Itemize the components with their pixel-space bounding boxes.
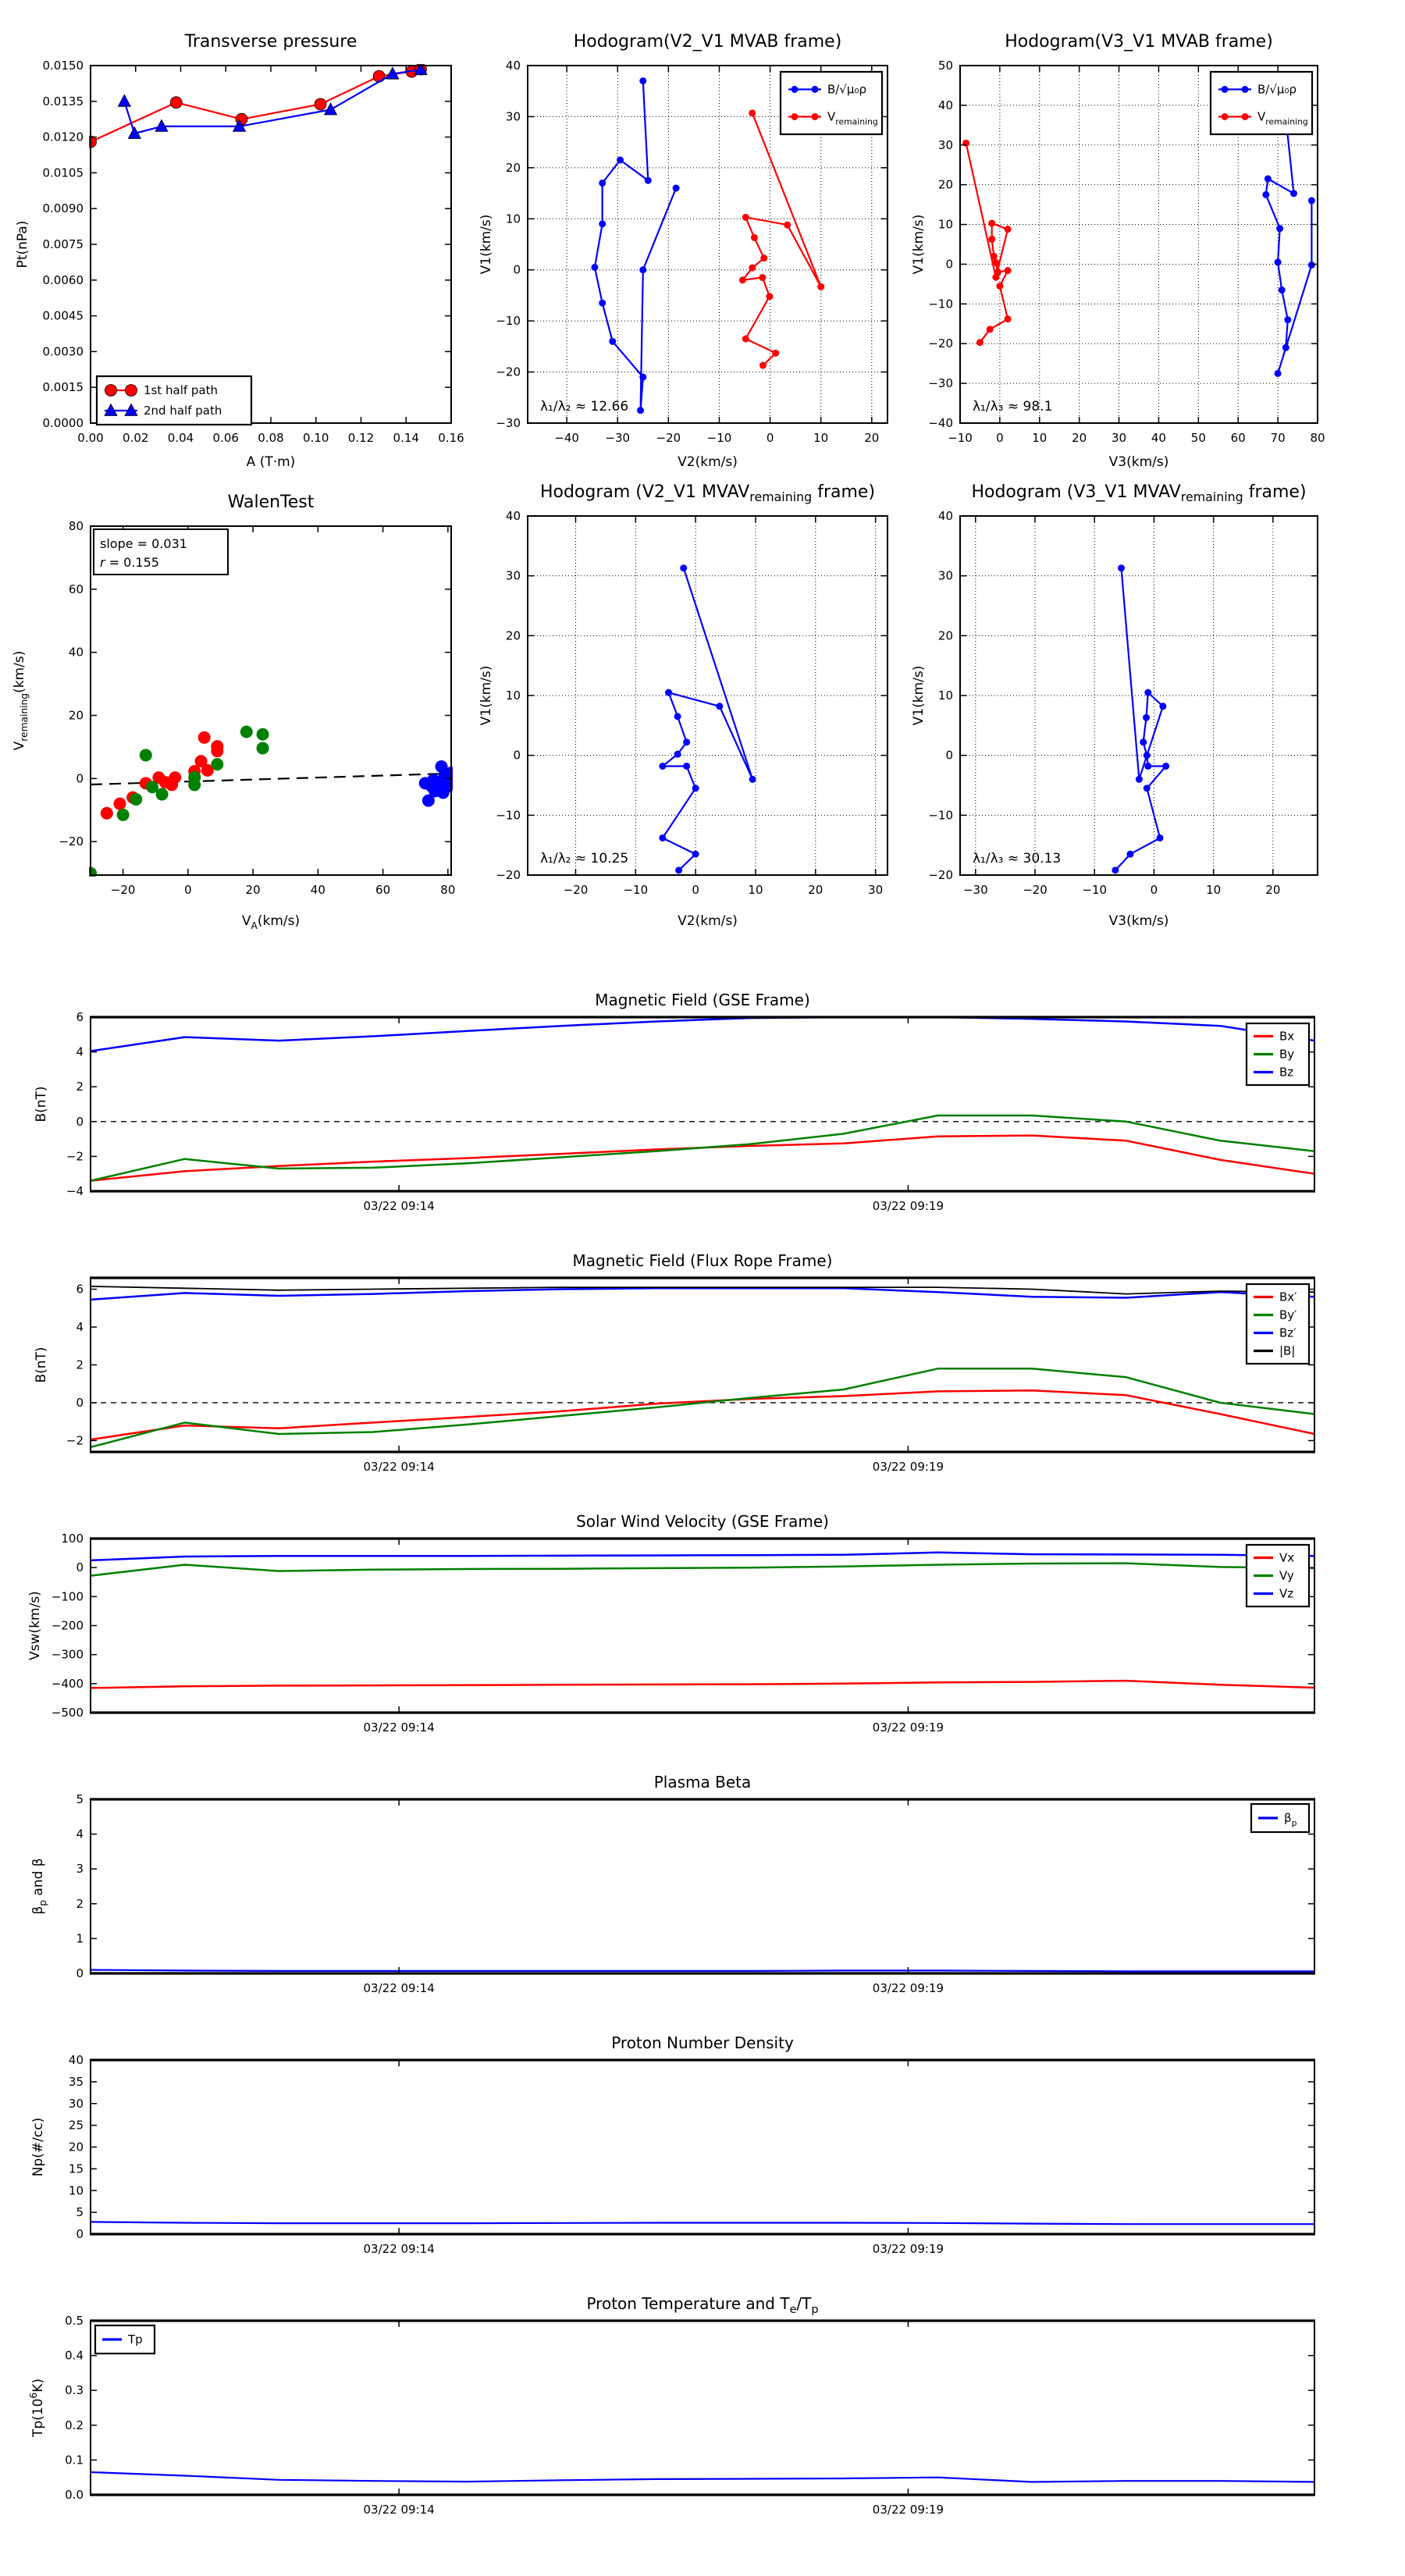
legend-label: Tp bbox=[128, 2332, 143, 2347]
y-tick-label: 80 bbox=[68, 519, 84, 533]
y-tick-label: 0.1 bbox=[65, 2453, 84, 2467]
legend-label: $V_{remaining}$ bbox=[827, 109, 878, 127]
x-tick-label: 0.14 bbox=[393, 431, 419, 445]
x-tick-label: 20 bbox=[864, 431, 880, 445]
eigenvalue-annotation: λ₁/λ₂ ≈ 12.66 bbox=[540, 399, 629, 415]
y-tick-label: 0 bbox=[76, 1395, 84, 1410]
y-axis-label: V1(km/s) bbox=[478, 665, 494, 726]
x-tick-label: 03/22 09:19 bbox=[872, 1199, 944, 1213]
y-tick-label: 20 bbox=[68, 2140, 84, 2154]
x-tick-label: 70 bbox=[1270, 431, 1286, 445]
y-tick-label: 0.0105 bbox=[42, 165, 84, 180]
plot-area bbox=[91, 1278, 1314, 1452]
y-tick-label: −200 bbox=[51, 1618, 84, 1633]
legend-label: Vx bbox=[1279, 1550, 1295, 1565]
x-tick-label: 03/22 09:19 bbox=[872, 1981, 944, 1995]
legend bbox=[1247, 1545, 1309, 1606]
y-tick-label: −10 bbox=[928, 297, 953, 311]
x-axis-label: V2(km/s) bbox=[678, 913, 738, 929]
y-tick-label: −4 bbox=[66, 1184, 84, 1198]
y-tick-label: 100 bbox=[61, 1532, 84, 1546]
y-tick-label: 20 bbox=[505, 160, 521, 175]
x-tick-label: 80 bbox=[440, 883, 456, 897]
x-tick-label: 03/22 09:19 bbox=[872, 2242, 944, 2256]
legend-label: 1st half path bbox=[144, 383, 219, 397]
y-tick-label: −2 bbox=[66, 1149, 84, 1164]
y-tick-label: 0.2 bbox=[65, 2418, 84, 2432]
y-axis-label: B(nT) bbox=[34, 1086, 49, 1123]
x-tick-label: 0.08 bbox=[258, 431, 284, 445]
panel-title: Hodogram (V2_V1 $MVAV_{remaining}$ frame) bbox=[539, 482, 876, 504]
x-axis-label: $V_A(km/s)$ bbox=[241, 913, 301, 931]
y-tick-label: 0.5 bbox=[65, 2314, 84, 2328]
y-tick-label: 50 bbox=[937, 59, 953, 73]
panel-title: Proton Temperature and $T_e/T_p$ bbox=[586, 2294, 819, 2316]
x-tick-label: −10 bbox=[706, 431, 732, 445]
x-tick-label: 0.02 bbox=[123, 431, 149, 445]
y-tick-label: 0 bbox=[76, 771, 84, 786]
plot-area bbox=[91, 2060, 1314, 2234]
eigenvalue-annotation: λ₁/λ₃ ≈ 30.13 bbox=[973, 851, 1062, 866]
y-tick-label: −20 bbox=[496, 868, 521, 882]
x-tick-label: −20 bbox=[1023, 883, 1048, 897]
legend-label: By bbox=[1279, 1047, 1295, 1062]
y-tick-label: −20 bbox=[496, 365, 521, 379]
x-tick-label: 0 bbox=[766, 431, 774, 445]
panel-proton-number-density bbox=[30, 2033, 1315, 2256]
x-tick-label: 0 bbox=[184, 883, 192, 897]
y-tick-label: 0 bbox=[76, 1966, 84, 1980]
x-tick-label: 30 bbox=[1112, 431, 1127, 445]
panel-hodogram-v3v1-mvab bbox=[911, 32, 1325, 470]
y-axis-label: Pt(nPa) bbox=[15, 220, 30, 269]
x-tick-label: 0.12 bbox=[347, 431, 375, 445]
x-tick-label: 03/22 09:19 bbox=[872, 1460, 944, 1474]
y-tick-label: 0.0030 bbox=[42, 344, 84, 359]
y-axis-label: V1(km/s) bbox=[911, 665, 927, 726]
x-tick-label: 0 bbox=[1150, 883, 1158, 897]
y-tick-label: −10 bbox=[496, 314, 521, 329]
y-tick-label: 20 bbox=[505, 628, 521, 643]
x-tick-label: −20 bbox=[563, 883, 589, 897]
x-tick-label: 20 bbox=[1072, 431, 1087, 445]
y-tick-label: 0.0075 bbox=[42, 237, 84, 251]
y-tick-label: 0.0000 bbox=[42, 416, 84, 430]
y-tick-label: 10 bbox=[68, 2183, 84, 2198]
y-tick-label: 15 bbox=[68, 2161, 84, 2176]
legend-label: Bx bbox=[1279, 1029, 1295, 1044]
x-tick-label: −30 bbox=[962, 883, 988, 897]
plot-area bbox=[91, 526, 451, 875]
legend-label: Bx′ bbox=[1279, 1290, 1297, 1304]
panel-walen-test bbox=[12, 493, 457, 931]
y-tick-label: 5 bbox=[76, 1792, 84, 1806]
x-tick-label: 0.10 bbox=[303, 431, 329, 445]
legend-label: 2nd half path bbox=[144, 404, 222, 418]
x-tick-label: −20 bbox=[656, 431, 681, 445]
x-axis-label: V2(km/s) bbox=[678, 454, 738, 470]
x-tick-label: −10 bbox=[623, 883, 649, 897]
panel-title: Solar Wind Velocity (GSE Frame) bbox=[576, 1512, 829, 1531]
eigenvalue-annotation: λ₁/λ₃ ≈ 98.1 bbox=[973, 399, 1053, 415]
y-tick-label: 10 bbox=[937, 217, 953, 232]
legend-label: |B| bbox=[1279, 1343, 1296, 1358]
legend-label: Bz bbox=[1279, 1065, 1294, 1080]
x-tick-label: −40 bbox=[554, 431, 579, 445]
y-tick-label: −40 bbox=[928, 416, 953, 430]
panel-hodogram-v2v1-mvav bbox=[478, 482, 888, 929]
y-axis-label: $Tp(10^6K)$ bbox=[28, 2378, 46, 2438]
legend-label: $\beta_p$ bbox=[1284, 1811, 1297, 1828]
panel-title: Plasma Beta bbox=[653, 1773, 752, 1791]
x-tick-label: 03/22 09:14 bbox=[363, 1199, 435, 1213]
x-tick-label: 50 bbox=[1190, 431, 1206, 445]
y-tick-label: 40 bbox=[68, 2053, 84, 2067]
y-tick-label: 40 bbox=[937, 98, 953, 112]
x-tick-label: 60 bbox=[1230, 431, 1246, 445]
x-tick-label: 03/22 09:14 bbox=[363, 1720, 435, 1735]
panel-hodogram-v2v1-mvab bbox=[478, 32, 888, 470]
y-axis-label: V1(km/s) bbox=[478, 214, 494, 275]
x-tick-label: 03/22 09:14 bbox=[363, 2503, 435, 2517]
y-tick-label: −2 bbox=[66, 1433, 84, 1448]
eigenvalue-annotation: λ₁/λ₂ ≈ 10.25 bbox=[540, 851, 629, 866]
x-tick-label: 0.06 bbox=[212, 431, 239, 445]
legend-label: Vy bbox=[1279, 1568, 1294, 1583]
x-tick-label: 0 bbox=[692, 883, 699, 897]
panel-hodogram-v3v1-mvav bbox=[911, 482, 1318, 929]
y-tick-label: 60 bbox=[68, 582, 84, 596]
plot-area bbox=[91, 1017, 1314, 1191]
legend bbox=[1211, 72, 1312, 134]
y-tick-label: 40 bbox=[505, 59, 521, 73]
y-tick-label: 0.0060 bbox=[42, 272, 84, 287]
y-tick-label: −300 bbox=[51, 1647, 84, 1662]
y-tick-label: 0.0045 bbox=[42, 308, 84, 323]
x-tick-label: 20 bbox=[808, 883, 823, 897]
y-tick-label: 0 bbox=[513, 748, 521, 763]
y-tick-label: 30 bbox=[937, 137, 953, 152]
y-tick-label: 4 bbox=[76, 1044, 84, 1059]
x-tick-label: 40 bbox=[1151, 431, 1166, 445]
legend-label: B/√μ₀ρ bbox=[1257, 82, 1297, 97]
x-tick-label: 10 bbox=[748, 883, 763, 897]
y-tick-label: 0 bbox=[513, 262, 521, 277]
y-tick-label: 0.0135 bbox=[42, 94, 84, 109]
x-tick-label: −10 bbox=[1082, 883, 1108, 897]
x-tick-label: 40 bbox=[310, 883, 325, 897]
legend-label: Vz bbox=[1279, 1586, 1294, 1601]
panel-title: Hodogram(V2_V1 MVAB frame) bbox=[573, 32, 842, 52]
plot-area bbox=[91, 66, 451, 423]
y-tick-label: 0 bbox=[76, 1560, 84, 1575]
x-tick-label: 0 bbox=[996, 431, 1004, 445]
x-tick-label: 20 bbox=[245, 883, 261, 897]
y-axis-label: Vsw(km/s) bbox=[27, 1591, 43, 1660]
legend bbox=[1251, 1804, 1309, 1832]
y-tick-label: 10 bbox=[505, 212, 521, 226]
y-tick-label: 25 bbox=[68, 2118, 84, 2133]
plot-area bbox=[91, 2321, 1314, 2495]
y-tick-label: 0.4 bbox=[65, 2348, 84, 2363]
y-tick-label: 20 bbox=[937, 177, 953, 192]
y-axis-label: $V_{remaining}(km/s)$ bbox=[12, 650, 30, 751]
x-tick-label: 03/22 09:14 bbox=[363, 1981, 435, 1995]
y-tick-label: 1 bbox=[76, 1931, 84, 1946]
r-value: r = 0.155 bbox=[100, 555, 159, 570]
x-tick-label: 0.04 bbox=[167, 431, 194, 445]
legend bbox=[95, 2325, 155, 2354]
x-axis-label: A (T·m) bbox=[246, 454, 296, 470]
y-tick-label: 10 bbox=[937, 688, 953, 703]
y-axis-label: B(nT) bbox=[34, 1347, 49, 1383]
panel-title: Transverse pressure bbox=[184, 32, 357, 52]
legend-label: Bz′ bbox=[1279, 1325, 1297, 1340]
y-tick-label: −20 bbox=[59, 834, 84, 849]
y-tick-label: −20 bbox=[928, 868, 953, 882]
y-axis-label: Np(#/cc) bbox=[30, 2117, 46, 2177]
y-tick-label: 5 bbox=[76, 2205, 84, 2220]
y-tick-label: 30 bbox=[505, 109, 521, 124]
y-tick-label: 0 bbox=[76, 1114, 84, 1129]
y-tick-label: 3 bbox=[76, 1862, 84, 1877]
x-axis-label: V3(km/s) bbox=[1108, 454, 1169, 470]
legend-label: $V_{remaining}$ bbox=[1257, 109, 1308, 127]
y-tick-label: −20 bbox=[928, 336, 953, 351]
legend bbox=[781, 72, 882, 134]
plot-area bbox=[528, 516, 887, 875]
y-tick-label: 0 bbox=[76, 2227, 84, 2241]
y-tick-label: 6 bbox=[76, 1010, 84, 1024]
y-axis-label: $\beta_p$ and β bbox=[30, 1858, 48, 1915]
y-tick-label: −30 bbox=[496, 416, 521, 430]
y-tick-label: 30 bbox=[937, 568, 953, 583]
x-tick-label: 0.16 bbox=[438, 431, 464, 445]
y-tick-label: 40 bbox=[937, 509, 953, 523]
panel-plasma-beta bbox=[30, 1773, 1315, 1995]
x-axis-label: V3(km/s) bbox=[1108, 913, 1169, 929]
y-tick-label: 6 bbox=[76, 1282, 84, 1297]
slope-value: slope = 0.031 bbox=[100, 536, 187, 551]
panel-transverse-pressure bbox=[15, 32, 464, 470]
y-tick-label: 0.0090 bbox=[42, 201, 84, 216]
y-tick-label: 2 bbox=[76, 1357, 84, 1372]
panel-title: WalenTest bbox=[227, 493, 315, 512]
panel-magnetic-field-flux-rope bbox=[34, 1251, 1315, 1474]
legend bbox=[97, 376, 251, 425]
y-tick-label: 0.0015 bbox=[42, 380, 84, 395]
panel-proton-temperature bbox=[28, 2294, 1315, 2517]
x-tick-label: −10 bbox=[948, 431, 973, 445]
panel-solar-wind-velocity bbox=[27, 1512, 1315, 1735]
x-tick-label: 80 bbox=[1310, 431, 1325, 445]
x-tick-label: 30 bbox=[868, 883, 884, 897]
y-tick-label: −100 bbox=[51, 1589, 84, 1604]
panel-title: Hodogram (V3_V1 $MVAV_{remaining}$ frame) bbox=[971, 482, 1307, 504]
y-tick-label: −30 bbox=[928, 376, 953, 391]
y-tick-label: 0.3 bbox=[65, 2383, 84, 2398]
panel-title: Magnetic Field (Flux Rope Frame) bbox=[572, 1251, 833, 1270]
y-tick-label: 2 bbox=[76, 1080, 84, 1094]
x-tick-label: 03/22 09:19 bbox=[872, 1720, 944, 1735]
y-tick-label: 0 bbox=[945, 748, 953, 763]
panel-magnetic-field-gse bbox=[34, 991, 1315, 1213]
legend-label: B/√μ₀ρ bbox=[827, 82, 866, 97]
y-tick-label: 4 bbox=[76, 1320, 84, 1335]
legend bbox=[1247, 1023, 1309, 1085]
x-tick-label: 20 bbox=[1265, 883, 1281, 897]
y-axis-label: V1(km/s) bbox=[911, 214, 927, 275]
y-tick-label: 40 bbox=[68, 645, 84, 660]
y-tick-label: 20 bbox=[68, 708, 84, 723]
panel-title: Hodogram(V3_V1 MVAB frame) bbox=[1005, 32, 1273, 52]
y-tick-label: −500 bbox=[51, 1706, 84, 1720]
legend-label: By′ bbox=[1279, 1308, 1297, 1322]
y-tick-label: 35 bbox=[68, 2074, 84, 2089]
x-tick-label: 03/22 09:14 bbox=[363, 1460, 435, 1474]
y-tick-label: 4 bbox=[76, 1827, 84, 1841]
y-tick-label: −400 bbox=[51, 1676, 84, 1691]
x-tick-label: 10 bbox=[813, 431, 829, 445]
y-tick-label: 40 bbox=[505, 509, 521, 523]
x-tick-label: 0.00 bbox=[77, 431, 104, 445]
x-tick-label: 03/22 09:14 bbox=[363, 2242, 435, 2256]
y-tick-label: 30 bbox=[505, 568, 521, 583]
plot-area bbox=[91, 1799, 1314, 1973]
x-tick-label: −30 bbox=[605, 431, 631, 445]
x-tick-label: 10 bbox=[1206, 883, 1222, 897]
x-tick-label: 03/22 09:19 bbox=[872, 2503, 944, 2517]
y-tick-label: −10 bbox=[496, 808, 521, 823]
x-tick-label: 60 bbox=[375, 883, 391, 897]
x-tick-label: 10 bbox=[1032, 431, 1048, 445]
y-tick-label: 10 bbox=[505, 688, 521, 703]
y-tick-label: 0.0150 bbox=[42, 59, 84, 73]
x-tick-label: −20 bbox=[110, 883, 136, 897]
y-tick-label: 30 bbox=[68, 2096, 84, 2111]
panel-title: Proton Number Density bbox=[611, 2033, 794, 2052]
y-tick-label: 0 bbox=[945, 257, 953, 272]
y-tick-label: −10 bbox=[928, 808, 953, 823]
y-tick-label: 20 bbox=[937, 628, 953, 643]
y-tick-label: 2 bbox=[76, 1896, 84, 1911]
y-tick-label: 0.0120 bbox=[42, 130, 84, 144]
legend bbox=[1247, 1284, 1309, 1364]
y-tick-label: 0.0 bbox=[65, 2488, 84, 2502]
panel-title: Magnetic Field (GSE Frame) bbox=[595, 991, 810, 1009]
